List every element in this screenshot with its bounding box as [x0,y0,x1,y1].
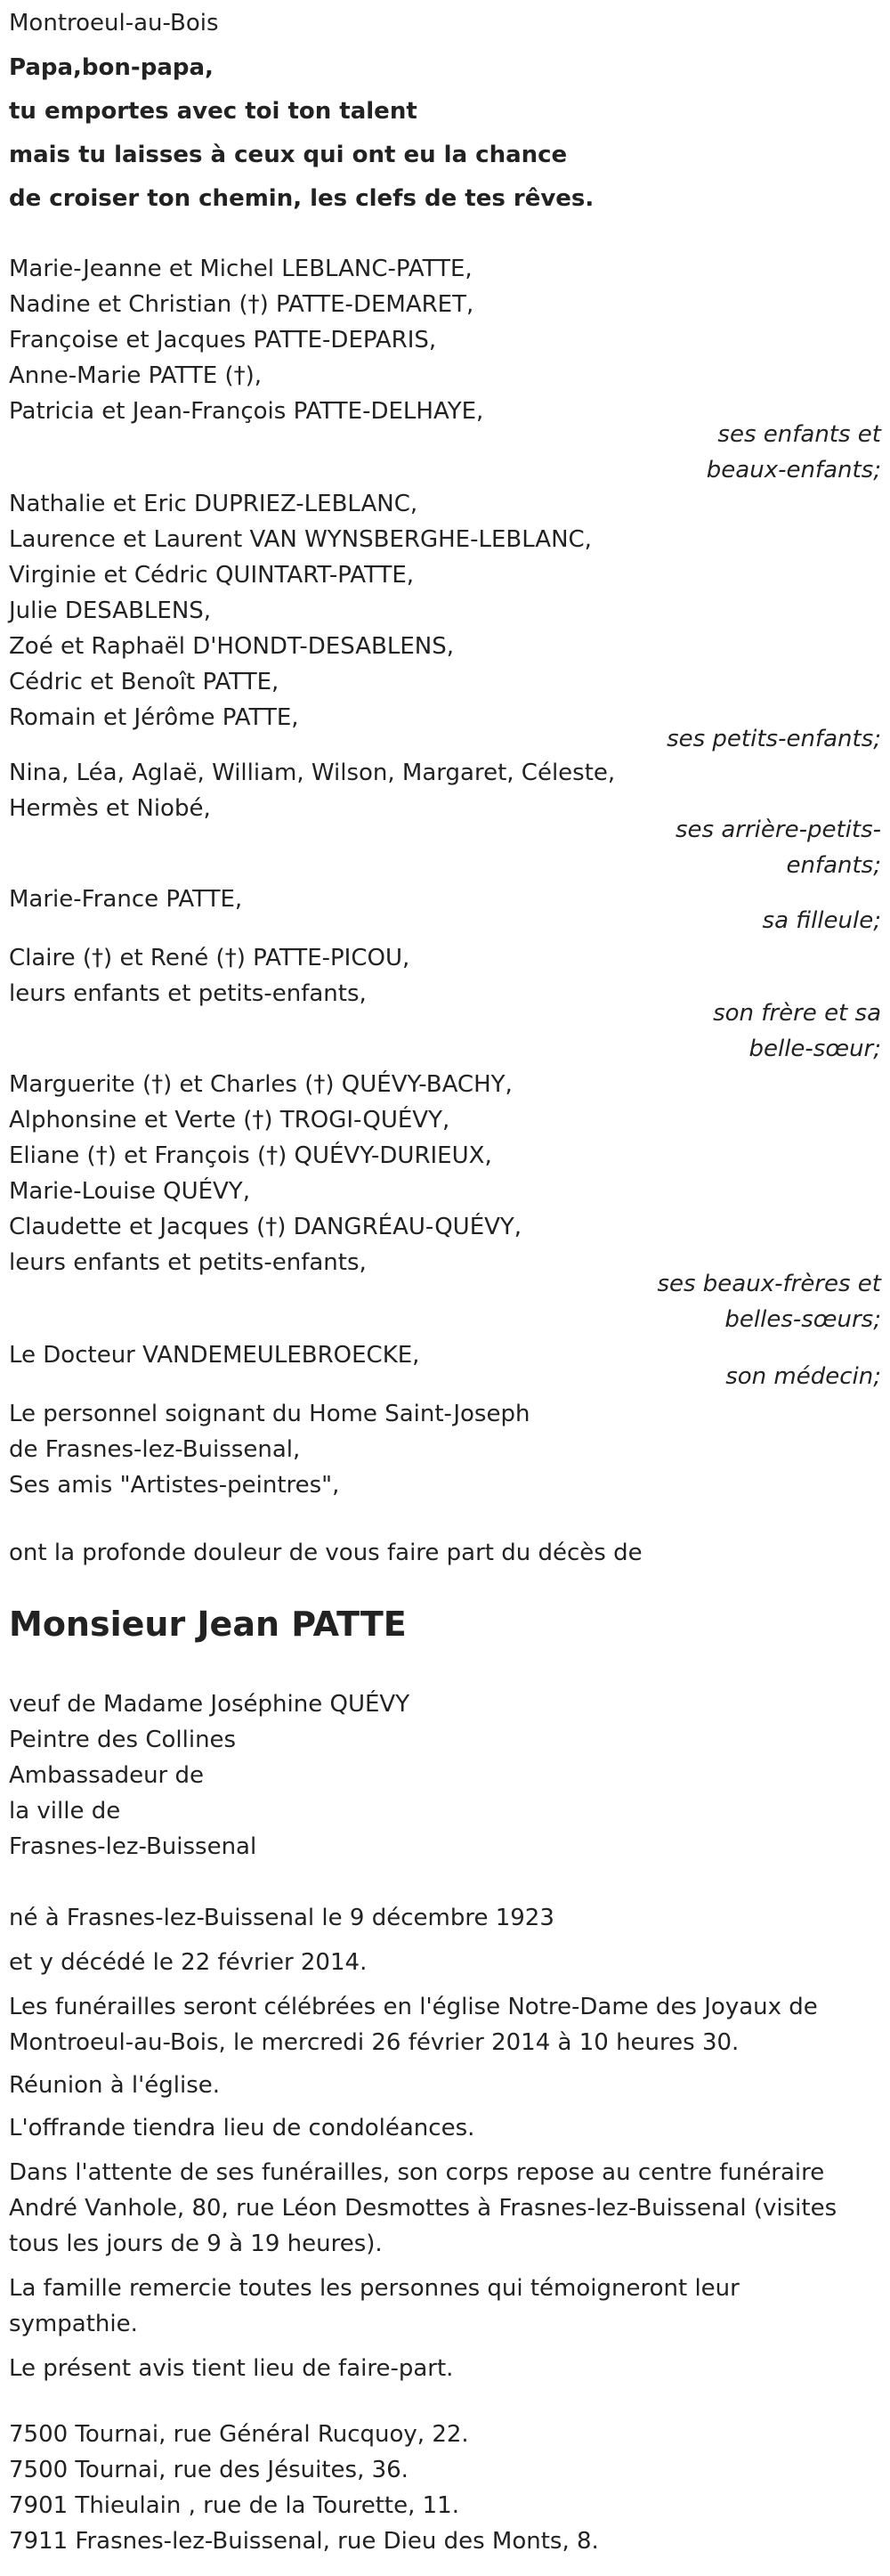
family-name: Françoise et Jacques PATTE-DEPARIS, [9,327,437,353]
family-name: Marie-Jeanne et Michel LEBLANC-PATTE, [9,256,473,282]
paragraph-line: et y décédé le 22 février 2014. [9,1949,368,1976]
family-name: Anne-Marie PATTE (†), [9,362,262,389]
family-name: Claire (†) et René (†) PATTE-PICOU, [9,945,410,971]
funeral-paragraph [9,1989,818,2060]
paragraph-line: Dans l'attente de ses funérailles, son corps repose au centre funéraire [9,2159,825,2186]
family-group-great-grandchildren [9,755,615,826]
mourner-line: Le personnel soignant du Home Saint-Joseph [9,1401,530,1427]
address-line: 7901 Thieulain , rue de la Tourette, 11. [9,2492,459,2519]
relation-doctor [614,1359,881,1394]
detail-line: veuf de Madame Joséphine QUÉVY [9,1691,410,1718]
deceased-name: Monsieur Jean PATTE [9,1605,407,1644]
detail-line: la ville de [9,1798,121,1824]
poem-line: mais tu laisses à ceux qui ont eu la chance [9,142,568,168]
relation-in-laws [614,1266,881,1337]
relation-text: ses beaux-frères et [657,1271,881,1297]
relation-text: belles-sœurs; [724,1306,881,1333]
mourner-line: de Frasnes-lez-Buissenal, [9,1436,301,1463]
relation-text: belle-sœur; [748,1036,881,1062]
relation-text: ses enfants et [717,421,881,448]
death-paragraph [9,1945,367,1980]
deceased-heading [9,1601,407,1647]
relation-goddaughter [614,903,881,939]
address-line: 7500 Tournai, rue Général Rucquoy, 22. [9,2421,469,2448]
mourner-line: Ses amis "Artistes-peintres", [9,1472,340,1499]
paragraph-line: La famille remercie toutes les personnes qui témoigneront leur [9,2275,740,2302]
family-group-goddaughter [9,882,242,917]
relation-text: ses petits-enfants; [667,726,881,752]
paragraph-line: tous les jours de 9 à 19 heures). [9,2231,383,2257]
family-group-brother [9,940,409,1012]
announcement [9,1535,643,1571]
poem-line: de croiser ton chemin, les clefs de tes rêves. [9,185,595,212]
rest-place-paragraph [9,2155,837,2262]
notice-paragraph [9,2351,453,2386]
family-name: Cédric et Benoît PATTE, [9,669,279,695]
place-name: Montroeul-au-Bois [9,10,219,37]
family-name: Nina, Léa, Aglaë, William, Wilson, Margaret, Céleste, [9,760,616,786]
paragraph-line: né à Frasnes-lez-Buissenal le 9 décembre 1923 [9,1905,554,1931]
relation-text: sa filleule; [762,907,881,934]
family-group-in-laws [9,1067,522,1280]
relation-text: enfants; [786,852,881,879]
family-name: Laurence et Laurent VAN WYNSBERGHE-LEBLANC, [9,526,592,553]
relation-brother [614,995,881,1067]
family-name: Alphonsine et Verte (†) TROGI-QUÉVY, [9,1107,450,1134]
offering-paragraph [9,2110,474,2146]
family-name: Patricia et Jean-François PATTE-DELHAYE, [9,398,484,425]
detail-line: Peintre des Collines [9,1727,237,1753]
relation-text: beaux-enfants; [706,457,881,484]
detail-line: Ambassadeur de [9,1762,205,1789]
family-name: Zoé et Raphaël D'HONDT-DESABLENS, [9,633,454,660]
deceased-details [9,1686,409,1865]
birth-paragraph [9,1900,554,1936]
family-name: Romain et Jérôme PATTE, [9,704,299,731]
family-name: Marguerite (†) et Charles (†) QUÉVY-BACHY, [9,1071,513,1098]
family-name: Eliane (†) et François (†) QUÉVY-DURIEUX, [9,1142,492,1169]
family-name: leurs enfants et petits-enfants, [9,1249,367,1276]
paragraph-line: André Vanhole, 80, rue Léon Desmottes à Frasnes-lez-Buissenal (visites [9,2195,837,2222]
family-name: leurs enfants et petits-enfants, [9,980,367,1007]
address-line: 7500 Tournai, rue des Jésuites, 36. [9,2457,409,2483]
family-name: Marie-France PATTE, [9,886,243,913]
paragraph-line: Montroeul-au-Bois, le mercredi 26 février 2014 à 10 heures 30. [9,2029,740,2056]
family-group-children [9,251,483,429]
paragraph-line: sympathie. [9,2311,138,2337]
place-line [9,5,219,41]
family-group-doctor [9,1337,419,1373]
other-mourners [9,1396,530,1503]
relation-text: son médecin; [725,1363,881,1390]
family-name: Virginie et Cédric QUINTART-PATTE, [9,562,415,589]
relation-great-grandchildren [614,812,881,883]
paragraph-line: Les funérailles seront célébrées en l'église Notre-Dame des Joyaux de [9,1994,818,2020]
announcement-text: ont la profonde douleur de vous faire part du décès de [9,1540,643,1566]
relation-text: ses arrière-petits- [676,817,881,843]
family-name: Claudette et Jacques (†) DANGRÉAU-QUÉVY, [9,1214,522,1240]
family-name: Marie-Louise QUÉVY, [9,1178,250,1205]
family-name: Nathalie et Eric DUPRIEZ-LEBLANC, [9,491,418,517]
family-name: Julie DESABLENS, [9,597,212,624]
family-name: Hermès et Niobé, [9,795,211,822]
relation-grandchildren [614,721,881,757]
paragraph-line: Le présent avis tient lieu de faire-part. [9,2355,454,2382]
poem-line: Papa,bon-papa, [9,54,214,81]
thanks-paragraph [9,2271,740,2342]
relation-children [614,417,881,488]
detail-line: Frasnes-lez-Buissenal [9,1833,257,1860]
paragraph-line: Réunion à l'église. [9,2072,221,2099]
address-line: 7911 Frasnes-lez-Buissenal, rue Dieu des Monts, 8. [9,2528,599,2555]
paragraph-line: L'offrande tiendra lieu de condoléances. [9,2115,475,2141]
poem [9,46,594,221]
meeting-paragraph [9,2068,220,2103]
family-group-grandchildren [9,486,592,735]
relation-text: son frère et sa [713,1000,881,1027]
address-list [9,2417,599,2559]
family-name: Le Docteur VANDEMEULEBROECKE, [9,1342,420,1369]
poem-line: tu emportes avec toi ton talent [9,98,417,125]
family-name: Nadine et Christian (†) PATTE-DEMARET, [9,291,474,318]
